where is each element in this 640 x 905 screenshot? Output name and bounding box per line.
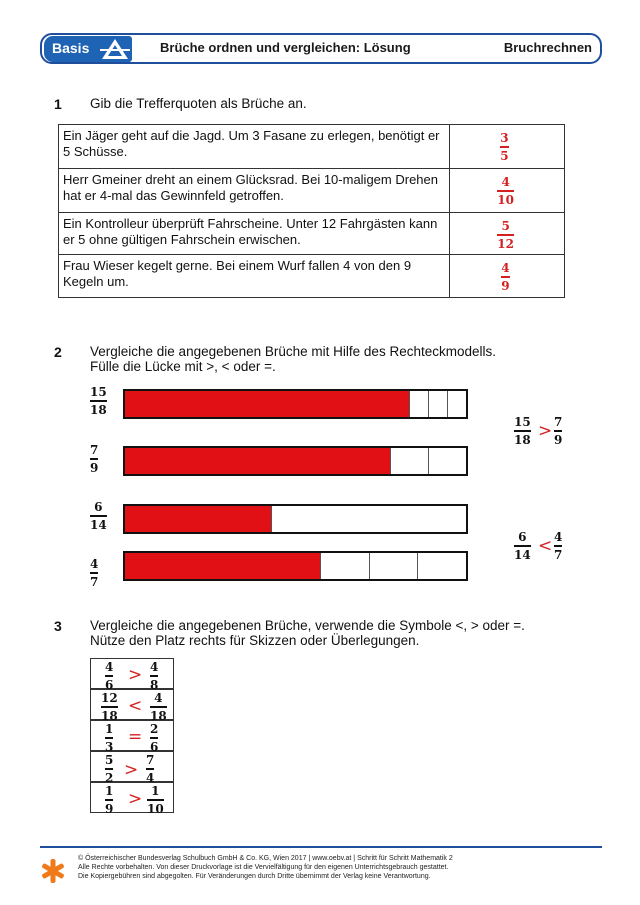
denominator: 9 [554,432,563,447]
fraction [500,131,508,163]
task1-number: 1 [54,96,62,112]
rectangle-model-bar3 [123,504,468,534]
numerator: 6 [518,530,527,544]
bar1-fraction-label [90,385,107,417]
task1-instruction: Gib die Trefferquoten als Brüche an. [90,96,307,111]
denominator: 14 [514,547,531,562]
comparison-right-fraction [554,415,562,447]
page-topic: Bruchrechnen [503,40,592,55]
table-row [59,213,565,255]
denominator: 18 [514,432,531,447]
denominator: 7 [90,574,99,589]
task1-row1-answer [450,125,565,169]
publisher-star-icon [40,858,66,884]
task1-table [58,124,565,298]
triangle-icon [100,37,130,61]
comparison-symbol: < [128,696,143,716]
task1-row2-text: Herr Gmeiner dreht an einem Glücksrad. Bei 10-maligem Drehen hat er 4-mal das Gewinnfeld getroffen. [59,169,450,213]
numerator: 1 [105,784,114,798]
numerator: 15 [514,415,531,429]
filled-portion [125,553,320,579]
page-title: Brüche ordnen und vergleichen: Lösung [160,40,411,55]
left-fraction [105,660,113,692]
empty-part [369,553,418,579]
left-fraction [105,753,113,785]
right-fraction [150,722,158,754]
rectangle-model-bar4 [123,551,468,581]
table-row [59,255,565,298]
footer-line2: Alle Rechte vorbehalten. Von dieser Druckvorlage ist die Vervielfältigung für den eigenen Unterrichtsgebrauch gestattet. [78,864,449,871]
empty-part [409,391,428,417]
denominator: 12 [497,236,514,251]
fraction [497,219,514,251]
filled-portion [125,448,390,474]
empty-portion [271,506,466,532]
denominator: 18 [150,708,167,723]
denominator: 8 [150,677,159,692]
bar2-fraction-label [90,443,98,475]
filled-portion [125,391,409,417]
comparison-right-fraction [554,530,562,562]
numerator: 7 [146,753,155,767]
task2-instruction-line2: Fülle die Lücke mit >, < oder =. [90,359,276,374]
comparison-symbol: > [124,760,139,780]
fraction [501,261,509,293]
denominator: 10 [497,192,514,207]
comparison-left-fraction [514,415,531,447]
comparison-symbol: > [538,421,553,441]
empty-part [428,448,466,474]
table-row [90,720,174,754]
numerator: 4 [154,691,163,705]
numerator: 12 [101,691,118,705]
denominator: 9 [501,278,510,293]
task1-row4-answer [450,255,565,298]
empty-part [417,553,466,579]
bar3-fraction-label [90,500,107,532]
denominator: 5 [500,148,509,163]
rectangle-model-bar1 [123,389,468,419]
denominator: 9 [105,801,114,816]
task1-row3-answer [450,213,565,255]
numerator: 4 [554,530,563,544]
task3-instruction-line1: Vergleiche die angegebenen Brüche, verwende die Symbole <, > oder =. [90,618,525,633]
comparison-symbol: > [128,789,143,809]
numerator: 5 [105,753,114,767]
table-row [90,658,174,692]
denominator: 7 [554,547,563,562]
denominator: 2 [105,770,114,785]
numerator: 2 [150,722,159,736]
right-fraction [150,660,158,692]
numerator: 1 [105,722,114,736]
task1-row1-text: Ein Jäger geht auf die Jagd. Um 3 Fasane zu erlegen, benötigt er 5 Schüsse. [59,125,450,169]
numerator: 6 [94,500,103,514]
denominator: 18 [101,708,118,723]
denominator: 4 [146,770,155,785]
task3-number: 3 [54,618,62,634]
task1-row4-text: Frau Wieser kegelt gerne. Bei einem Wurf fallen 4 von den 9 Kegeln um. [59,255,450,298]
numerator: 7 [554,415,563,429]
numerator: 1 [151,784,160,798]
left-fraction [101,691,118,723]
table-row [59,169,565,213]
denominator: 6 [150,739,159,754]
comparison-symbol: > [128,665,143,685]
denominator: 3 [105,739,114,754]
numerator: 4 [90,557,99,571]
task1-row2-answer [450,169,565,213]
left-fraction [105,784,113,816]
footer-line3: Die Kopiergebühren sind abgegolten. Für Veränderungen durch Dritte übernimmt der Verlag keine Verantwortung. [78,873,431,880]
filled-portion [125,506,271,532]
task3-instruction-line2: Nütze den Platz rechts für Skizzen oder Überlegungen. [90,633,420,648]
table-row [90,751,174,785]
bar4-fraction-label [90,557,98,589]
comparison-left-fraction [514,530,531,562]
numerator: 3 [500,131,509,145]
numerator: 5 [501,219,510,233]
footer-line1: © Österreichischer Bundesverlag Schulbuch GmbH & Co. KG, Wien 2017 | www.oebv.at | Schritt für Schritt Mathematik 2 [78,855,453,862]
empty-part [320,553,369,579]
rectangle-model-bar2 [123,446,468,476]
numerator: 4 [105,660,114,674]
denominator: 18 [90,402,107,417]
denominator: 6 [105,677,114,692]
basis-logo [44,36,132,62]
left-fraction [105,722,113,754]
comparison-symbol: = [128,727,143,747]
table-row [90,689,174,723]
denominator: 14 [90,517,107,532]
right-fraction [147,784,164,816]
denominator: 10 [147,801,164,816]
right-fraction [150,691,167,723]
empty-part [390,448,428,474]
empty-part [447,391,466,417]
numerator: 4 [501,261,510,275]
table-row [90,782,174,816]
footer-text [78,854,453,881]
fraction [497,175,514,207]
numerator: 7 [90,443,99,457]
comparison-symbol: < [538,536,553,556]
empty-part [428,391,447,417]
numerator: 4 [501,175,510,189]
table-row [59,125,565,169]
numerator: 15 [90,385,107,399]
task2-instruction-line1: Vergleiche die angegebenen Brüche mit Hilfe des Rechteckmodells. [90,344,496,359]
task1-row3-text: Ein Kontrolleur überprüft Fahrscheine. Unter 12 Fahrgästen kann er 5 ohne gültigen Fahrschein erwischen. [59,213,450,255]
footer-divider [40,846,602,848]
right-fraction [146,753,154,785]
logo-text: Basis [52,40,90,56]
task2-number: 2 [54,344,62,360]
denominator: 9 [90,460,99,475]
numerator: 4 [150,660,159,674]
